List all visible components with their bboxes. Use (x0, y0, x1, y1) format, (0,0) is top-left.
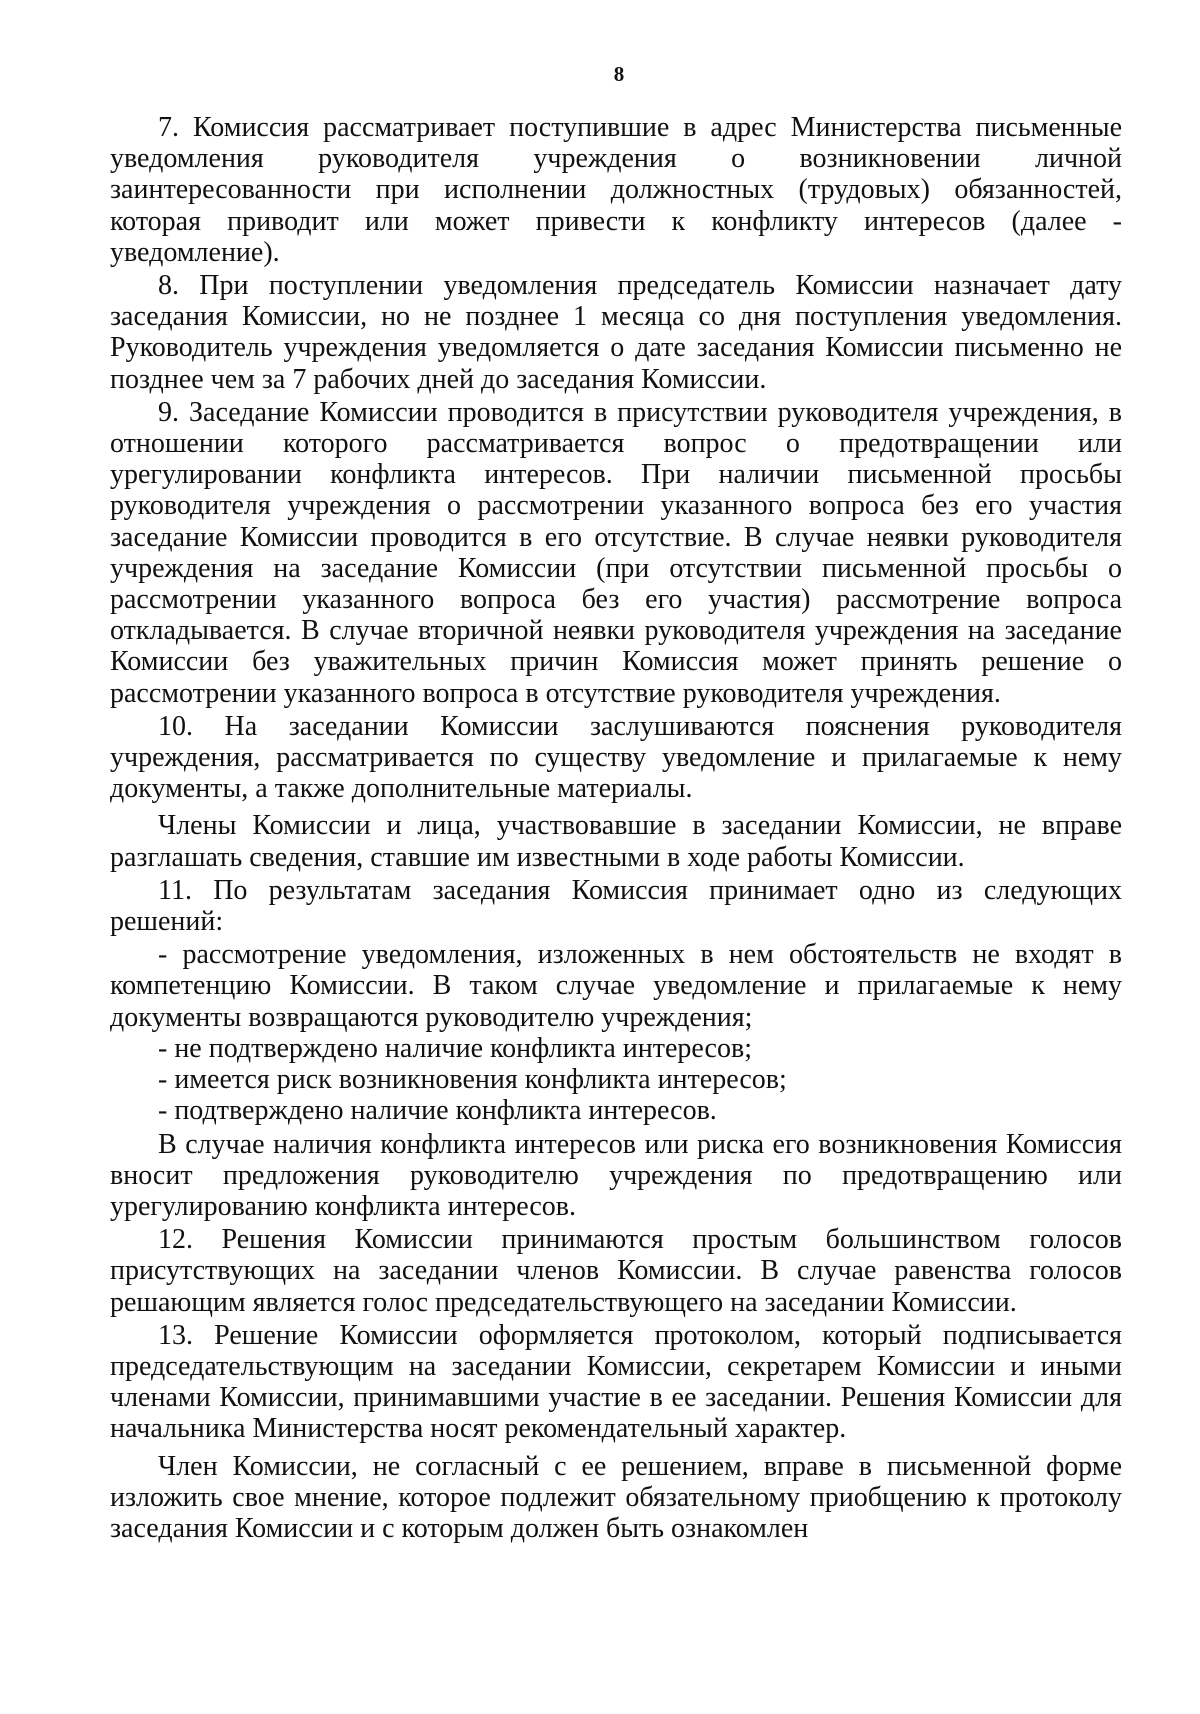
paragraph-8: 8. При поступлении уведомления председатель Комиссии назначает дату заседания Комиссии, но не позднее 1 месяца со дня поступления уведомления. Руководитель учреждения уведомляется о дате заседания Комиссии письменно не позднее чем за 7 рабочих дней до заседания Комиссии. (110, 270, 1122, 395)
paragraph-12: 12. Решения Комиссии принимаются простым большинством голосов присутствующих на заседании членов Комиссии. В случае равенства голосов решающим является голос председательствующего на заседании Комиссии. (110, 1224, 1122, 1318)
list-item-decision-2: - не подтверждено наличие конфликта интересов; (158, 1032, 752, 1064)
paragraph-13: 13. Решение Комиссии оформляется протоколом, который подписывается председательствующим на заседании Комиссии, секретарем Комиссии и иными членами Комиссии, принимавшими участие в ее заседании. Решения Комиссии для начальника Министерства носят рекомендательный характер. (110, 1319, 1122, 1445)
paragraph-10: 10. На заседании Комиссии заслушиваются пояснения руководителя учреждения, рассматривается по существу уведомление и прилагаемые к нему документы, а также дополнительные материалы. (110, 710, 1122, 805)
paragraph-11: 11. По результатам заседания Комиссия принимает одно из следующих решений: (110, 874, 1122, 938)
paragraph-conflict-proposals: В случае наличия конфликта интересов или риска его возникновения Комиссия вносит предложения руководителю учреждения по предотвращению или урегулированию конфликта интересов. (110, 1128, 1122, 1222)
document-body (110, 112, 1122, 1544)
page-number: 8 (613, 62, 625, 86)
list-item-decision-3: - имеется риск возникновения конфликта интересов; (158, 1064, 787, 1096)
paragraph-9: 9. Заседание Комиссии проводится в присутствии руководителя учреждения, в отношении которого рассматривается вопрос о предотвращении или урегулировании конфликта интересов. При наличии письменной просьбы руководителя учреждения о рассмотрении указанного вопроса без его участия заседание Комиссии проводится в его отсутствие. В случае неявки руководителя учреждения на заседание Комиссии (при отсутствии письменной просьбы о рассмотрении указанного вопроса без его участия) рассмотрение вопроса откладывается. В случае вторичной неявки руководителя учреждения на заседание Комиссии без уважительных причин Комиссия может принять решение о рассмотрении указанного вопроса в отсутствие руководителя учреждения. (110, 396, 1122, 709)
list-item-decision-1: - рассмотрение уведомления, изложенных в нем обстоятельств не входят в компетенцию Комиссии. В таком случае уведомление и прилагаемые к нему документы возвращаются руководителю учреждения; (110, 939, 1122, 1033)
paragraph-members-confidentiality: Члены Комиссии и лица, участвовавшие в заседании Комиссии, не вправе разглашать сведения, ставшие им известными в ходе работы Комиссии. (110, 810, 1122, 873)
list-item-decision-4: - подтверждено наличие конфликта интересов. (158, 1095, 717, 1127)
paragraph-dissenting-member: Член Комиссии, не согласный с ее решением, вправе в письменной форме изложить свое мнение, которое подлежит обязательному приобщению к протоколу заседания Комиссии и с которым должен быть ознакомлен (110, 1450, 1122, 1544)
paragraph-7: 7. Комиссия рассматривает поступившие в адрес Министерства письменные уведомления руководителя учреждения о возникновении личной заинтересованности при исполнении должностных (трудовых) обязанностей, которая приводит или может привести к конфликту интересов (далее - уведомление). (110, 112, 1122, 268)
